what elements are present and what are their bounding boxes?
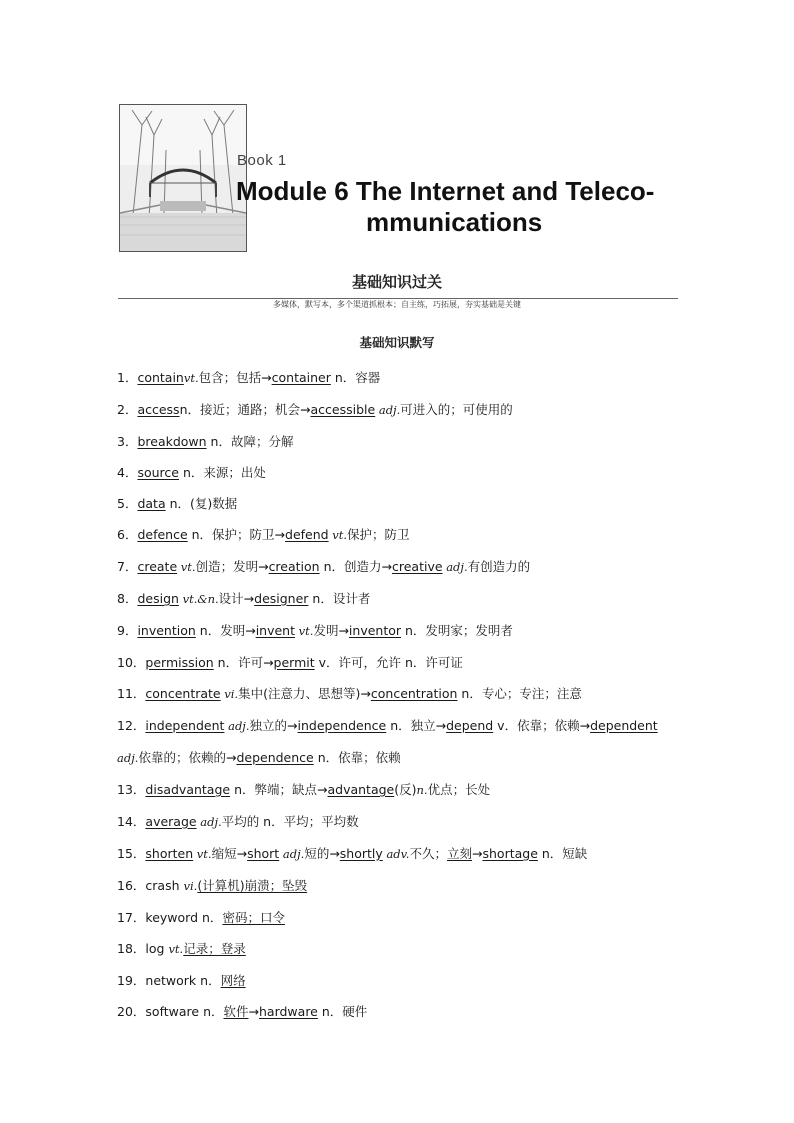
meaning: 缩短→ bbox=[211, 846, 248, 861]
answer-word: permit bbox=[273, 655, 315, 670]
meaning: n．独立→ bbox=[386, 718, 447, 733]
section-subtitle-wrap bbox=[0, 292, 794, 311]
vocab-entry-15 bbox=[117, 838, 679, 870]
vocab-entry-4 bbox=[117, 457, 679, 488]
entry-number: 1． bbox=[117, 370, 138, 385]
answer-word: creation bbox=[268, 559, 320, 574]
part-of-speech: vt. bbox=[193, 847, 212, 861]
entry-number: 6． bbox=[117, 527, 138, 542]
answer-word: defence bbox=[137, 527, 188, 542]
vocab-entry-20 bbox=[117, 996, 679, 1027]
entry-number: 15． bbox=[117, 846, 146, 861]
vocab-entry-18 bbox=[117, 933, 679, 965]
meaning: 依靠的；依赖的→ bbox=[138, 750, 237, 765]
entry-number: 16． bbox=[117, 878, 146, 893]
meaning: → bbox=[472, 846, 483, 861]
answer-word: inventor bbox=[348, 623, 402, 638]
answer-meaning: 记录；登录 bbox=[183, 941, 246, 956]
meaning: 平均的 n．平均；平均数 bbox=[221, 814, 359, 829]
entry-number: 9． bbox=[117, 623, 138, 638]
answer-word: shortage bbox=[482, 846, 538, 861]
part-of-speech: adj. bbox=[375, 403, 401, 417]
vocab-entry-2 bbox=[117, 394, 679, 426]
vocab-entry-5 bbox=[117, 488, 679, 519]
entry-number: 11． bbox=[117, 686, 146, 701]
entry-number: 12． bbox=[117, 718, 146, 733]
meaning: 独立的→ bbox=[249, 718, 298, 733]
answer-word: 立刻 bbox=[446, 846, 472, 861]
entry-number: 19． bbox=[117, 973, 146, 988]
answer-word: dependence bbox=[236, 750, 314, 765]
vocab-entry-19 bbox=[117, 965, 679, 996]
meaning: 保护；防卫 bbox=[347, 527, 410, 542]
answer-meaning: (计算机)崩溃；坠毁 bbox=[197, 878, 308, 893]
vocab-list bbox=[117, 362, 679, 1027]
answer-word: shorten bbox=[145, 846, 194, 861]
meaning: n．硬件 bbox=[317, 1004, 368, 1019]
meaning: 短的→ bbox=[304, 846, 340, 861]
answer-word: invention bbox=[137, 623, 196, 638]
header-photo bbox=[119, 104, 247, 252]
meaning: n．来源；出处 bbox=[178, 465, 266, 480]
vocab-entry-10 bbox=[117, 647, 679, 678]
meaning: 可进入的；可使用的 bbox=[400, 402, 513, 417]
part-of-speech: adj. bbox=[196, 815, 222, 829]
meaning: v．依靠；依赖→ bbox=[493, 718, 591, 733]
answer-word: shortly bbox=[339, 846, 383, 861]
part-of-speech: vt. bbox=[183, 371, 199, 385]
part-of-speech: vt. bbox=[295, 624, 314, 638]
meaning: n．设计者 bbox=[308, 591, 371, 606]
answer-meaning: 密码；口令 bbox=[222, 910, 285, 925]
meaning: n．发明→ bbox=[195, 623, 256, 638]
answer-word: access bbox=[137, 402, 180, 417]
vocab-entry-9 bbox=[117, 615, 679, 647]
answer-word: defend bbox=[285, 527, 329, 542]
vocab-entry-6 bbox=[117, 519, 679, 551]
meaning: n．故障；分解 bbox=[206, 434, 294, 449]
answer-word: independence bbox=[297, 718, 387, 733]
canal-bridge-photo bbox=[120, 105, 246, 251]
entry-number: 8． bbox=[117, 591, 138, 606]
part-of-speech: vt. bbox=[168, 942, 184, 956]
part-of-speech: n． bbox=[200, 973, 221, 988]
book-label: Book 1 bbox=[237, 152, 287, 169]
vocab-entry-8 bbox=[117, 583, 679, 615]
vocab-entry-13 bbox=[117, 774, 679, 806]
part-of-speech: n. bbox=[416, 783, 428, 797]
entry-number: 2． bbox=[117, 402, 138, 417]
meaning: v．许可，允许 n．许可证 bbox=[314, 655, 463, 670]
entry-number: 7． bbox=[117, 559, 138, 574]
meaning: n．短缺 bbox=[537, 846, 588, 861]
answer-word: advantage bbox=[327, 782, 395, 797]
answer-word: invent bbox=[255, 623, 295, 638]
meaning: 创造；发明→ bbox=[195, 559, 269, 574]
entry-number: 13． bbox=[117, 782, 146, 797]
answer-word: average bbox=[145, 814, 197, 829]
answer-word: source bbox=[137, 465, 179, 480]
answer-word: disadvantage bbox=[145, 782, 231, 797]
answer-word: breakdown bbox=[137, 434, 207, 449]
vocab-entry-14 bbox=[117, 806, 679, 838]
meaning: n．依靠；依赖 bbox=[313, 750, 401, 765]
entry-number: 3． bbox=[117, 434, 138, 449]
headword: log bbox=[145, 941, 169, 956]
subsection-title: 基础知识默写 bbox=[359, 335, 435, 350]
section-subtitle: 多媒体，默写本，多个渠道抓根本；自主练，巧拓展，夯实基础是关键 bbox=[267, 300, 527, 309]
part-of-speech: adj. bbox=[117, 751, 139, 765]
answer-word: hardware bbox=[259, 1004, 318, 1019]
meaning: n．容器 bbox=[330, 370, 381, 385]
entry-number: 4． bbox=[117, 465, 138, 480]
meaning: n．接近；通路；机会→ bbox=[179, 402, 311, 417]
entry-number: 20． bbox=[117, 1004, 146, 1019]
vocab-entry-16 bbox=[117, 870, 679, 902]
answer-word: short bbox=[247, 846, 280, 861]
answer-word: concentration bbox=[370, 686, 458, 701]
part-of-speech: adv. bbox=[382, 847, 410, 861]
headword: crash bbox=[145, 878, 184, 893]
entry-number: 18． bbox=[117, 941, 146, 956]
part-of-speech: adj. bbox=[442, 560, 468, 574]
section-title: 基础知识过关 bbox=[351, 273, 442, 291]
answer-word: designer bbox=[254, 591, 309, 606]
part-of-speech: vi. bbox=[183, 879, 198, 893]
entry-number: 10． bbox=[117, 655, 146, 670]
answer-meaning: 软件 bbox=[223, 1004, 249, 1019]
meaning: n．专心；专注；注意 bbox=[457, 686, 582, 701]
answer-word: design bbox=[137, 591, 179, 606]
meaning: n．发明家；发明者 bbox=[401, 623, 513, 638]
meaning: 包含；包括→ bbox=[198, 370, 272, 385]
meaning: n．保护；防卫→ bbox=[187, 527, 286, 542]
meaning: 有创造力的 bbox=[467, 559, 531, 574]
answer-word: permission bbox=[145, 655, 214, 670]
meaning: 优点；长处 bbox=[427, 782, 491, 797]
entry-number: 5． bbox=[117, 496, 138, 511]
vocab-entry-12 bbox=[117, 710, 679, 774]
meaning: 发明→ bbox=[313, 623, 349, 638]
module-title-line2: mmunications bbox=[366, 207, 543, 237]
entry-number: 14． bbox=[117, 814, 146, 829]
vocab-entry-7 bbox=[117, 551, 679, 583]
meaning: 设计→ bbox=[218, 591, 255, 606]
meaning: (反) bbox=[394, 782, 417, 797]
part-of-speech: n． bbox=[203, 1004, 224, 1019]
part-of-speech: vt. bbox=[177, 560, 196, 574]
headword: software bbox=[145, 1004, 204, 1019]
answer-meaning: 网络 bbox=[220, 973, 246, 988]
module-title-line1: Module 6 The Internet and Teleco- bbox=[236, 176, 655, 206]
vocab-entry-1 bbox=[117, 362, 679, 394]
meaning: n．弊端；缺点→ bbox=[230, 782, 328, 797]
part-of-speech: vt. bbox=[328, 528, 348, 542]
part-of-speech: adj. bbox=[224, 719, 250, 733]
answer-word: independent bbox=[145, 718, 225, 733]
part-of-speech: n． bbox=[202, 910, 223, 925]
answer-word: container bbox=[271, 370, 331, 385]
entry-number: 17． bbox=[117, 910, 146, 925]
headword: network bbox=[145, 973, 201, 988]
vocab-entry-17 bbox=[117, 902, 679, 933]
part-of-speech: adj. bbox=[279, 847, 305, 861]
answer-word: contain bbox=[137, 370, 184, 385]
meaning: n．(复)数据 bbox=[165, 496, 238, 511]
answer-word: creative bbox=[391, 559, 443, 574]
answer-word: depend bbox=[446, 718, 494, 733]
answer-word: accessible bbox=[310, 402, 376, 417]
answer-word: create bbox=[137, 559, 178, 574]
part-of-speech: vi. bbox=[220, 687, 239, 701]
answer-word: data bbox=[137, 496, 166, 511]
arrow: → bbox=[248, 1004, 259, 1019]
meaning: 集中(注意力、思想等)→ bbox=[238, 686, 371, 701]
part-of-speech: vt.&n. bbox=[178, 592, 219, 606]
answer-word: dependent bbox=[590, 718, 658, 733]
meaning: n．许可→ bbox=[213, 655, 274, 670]
headword: keyword bbox=[145, 910, 202, 925]
meaning: 不久； bbox=[409, 846, 447, 861]
vocab-entry-3 bbox=[117, 426, 679, 457]
meaning: n．创造力→ bbox=[319, 559, 392, 574]
vocab-entry-11 bbox=[117, 678, 679, 710]
answer-word: concentrate bbox=[145, 686, 221, 701]
